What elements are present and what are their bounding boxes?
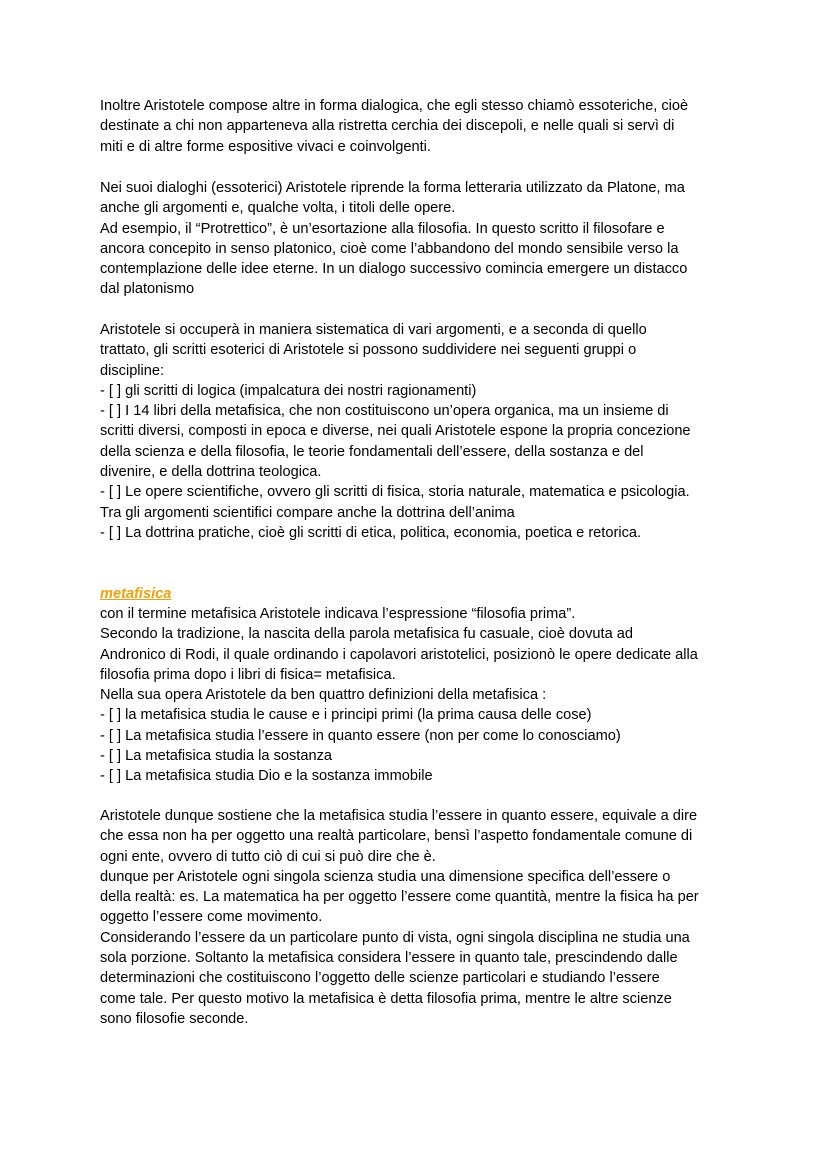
text-line: Tra gli argomenti scientifici compare anche la dottrina dell’anima bbox=[100, 504, 515, 521]
text-line: miti e di altre forme espositive vivaci e coinvolgenti. bbox=[100, 138, 431, 155]
text-line: Andronico di Rodi, il quale ordinando i capolavori aristotelici, posizionò le opere dedicate alla bbox=[100, 646, 698, 663]
section-heading-metafisica bbox=[100, 584, 740, 604]
text-line: sola porzione. Soltanto la metafisica considera l’essere in quanto tale, prescindendo dalle bbox=[100, 950, 678, 967]
text-line: contemplazione delle idee eterne. In un dialogo successivo comincia emergere un distacco bbox=[100, 261, 688, 278]
text-line: scritti diversi, composti in epoca e diverse, nei quali Aristotele espone la propria concezione bbox=[100, 423, 691, 440]
text-line: dunque per Aristotele ogni singola scienza studia una dimensione specifica dell’essere o bbox=[100, 868, 671, 885]
text-line: divenire, e della dottrina teologica. bbox=[100, 464, 322, 481]
paragraph-metafisica-definition bbox=[100, 604, 740, 787]
list-item: - [ ] La metafisica studia l’essere in quanto essere (non per come lo conosciamo) bbox=[100, 727, 621, 744]
list-item: - [ ] La metafisica studia Dio e la sostanza immobile bbox=[100, 768, 433, 785]
text-line: con il termine metafisica Aristotele indicava l’espressione “filosofia prima”. bbox=[100, 606, 576, 622]
text-line: ogni ente, ovvero di tutto ciò di cui si può dire che è. bbox=[100, 848, 436, 865]
text-line: destinate a chi non apparteneva alla ristretta cerchia dei discepoli, e nelle quali si servì di bbox=[100, 118, 675, 135]
text-line: Considerando l’essere da un particolare punto di vista, ogni singola disciplina ne studia una bbox=[100, 929, 690, 946]
text-line: sono filosofie seconde. bbox=[100, 1010, 249, 1027]
text-line: Secondo la tradizione, la nascita della parola metafisica fu casuale, cioè dovuta ad bbox=[100, 626, 633, 643]
list-item: - [ ] I 14 libri della metafisica, che non costituiscono un’opera organica, ma un insieme di bbox=[100, 403, 669, 420]
paragraph-essere-in-quanto-essere bbox=[100, 806, 740, 1029]
text-line: Aristotele si occuperà in maniera sistematica di vari argomenti, e a seconda di quello bbox=[100, 322, 647, 338]
list-item: - [ ] La metafisica studia la sostanza bbox=[100, 748, 332, 765]
text-line: Nei suoi dialoghi (essoterici) Aristotele riprende la forma letteraria utilizzato da Platone, ma bbox=[100, 180, 685, 196]
text-line: filosofia prima dopo i libri di fisica= metafisica. bbox=[100, 666, 396, 683]
text-line: anche gli argomenti e, qualche volta, i titoli delle opere. bbox=[100, 200, 456, 217]
text-line: Inoltre Aristotele compose altre in forma dialogica, che egli stesso chiamò essoteriche, cioè bbox=[100, 98, 689, 114]
text-line: come tale. Per questo motivo la metafisica è detta filosofia prima, mentre le altre scienze bbox=[100, 990, 672, 1007]
text-line: Aristotele dunque sostiene che la metafisica studia l’essere in quanto essere, equivale a dire bbox=[100, 808, 698, 824]
text-line: della realtà: es. La matematica ha per oggetto l’essere come quantità, mentre la fisica ha per bbox=[100, 889, 699, 906]
list-item: - [ ] La dottrina pratiche, cioè gli scritti di etica, politica, economia, poetica e retorica. bbox=[100, 524, 642, 541]
text-line: dal platonismo bbox=[100, 281, 195, 298]
text-line: che essa non ha per oggetto una realtà particolare, bensì l’aspetto fondamentale comune di bbox=[100, 828, 693, 845]
text-line: discipline: bbox=[100, 362, 165, 379]
list-item: - [ ] la metafisica studia le cause e i principi primi (la prima causa delle cose) bbox=[100, 707, 592, 724]
text-line: trattato, gli scritti esoterici di Aristotele si possono suddividere nei seguenti gruppi o bbox=[100, 342, 637, 359]
paragraph-essoteric-dialogues bbox=[100, 178, 740, 300]
paragraph-esoteric-writings bbox=[100, 320, 740, 543]
list-item: - [ ] gli scritti di logica (impalcatura dei nostri ragionamenti) bbox=[100, 382, 477, 399]
text-line: Nella sua opera Aristotele da ben quattro definizioni della metafisica : bbox=[100, 687, 547, 704]
paragraph-dialogues-intro bbox=[100, 96, 740, 157]
text-line: Ad esempio, il “Protrettico”, è un’esortazione alla filosofia. In questo scritto il filosofare e bbox=[100, 220, 665, 237]
list-item: - [ ] Le opere scientifiche, ovvero gli scritti di fisica, storia naturale, matematica e psicologia. bbox=[100, 484, 690, 501]
text-line: ancora concepito in senso platonico, cioè come l’abbandono del mondo sensibile verso la bbox=[100, 240, 679, 257]
text-line: determinazioni che costituiscono l’oggetto delle scienze particolari e studiando l’essere bbox=[100, 970, 660, 987]
section-heading: metafisica bbox=[100, 586, 172, 602]
text-line: della scienza e della filosofia, le teorie fondamentali dell’essere, della sostanza e del bbox=[100, 443, 644, 460]
text-line: oggetto l’essere come movimento. bbox=[100, 909, 323, 926]
